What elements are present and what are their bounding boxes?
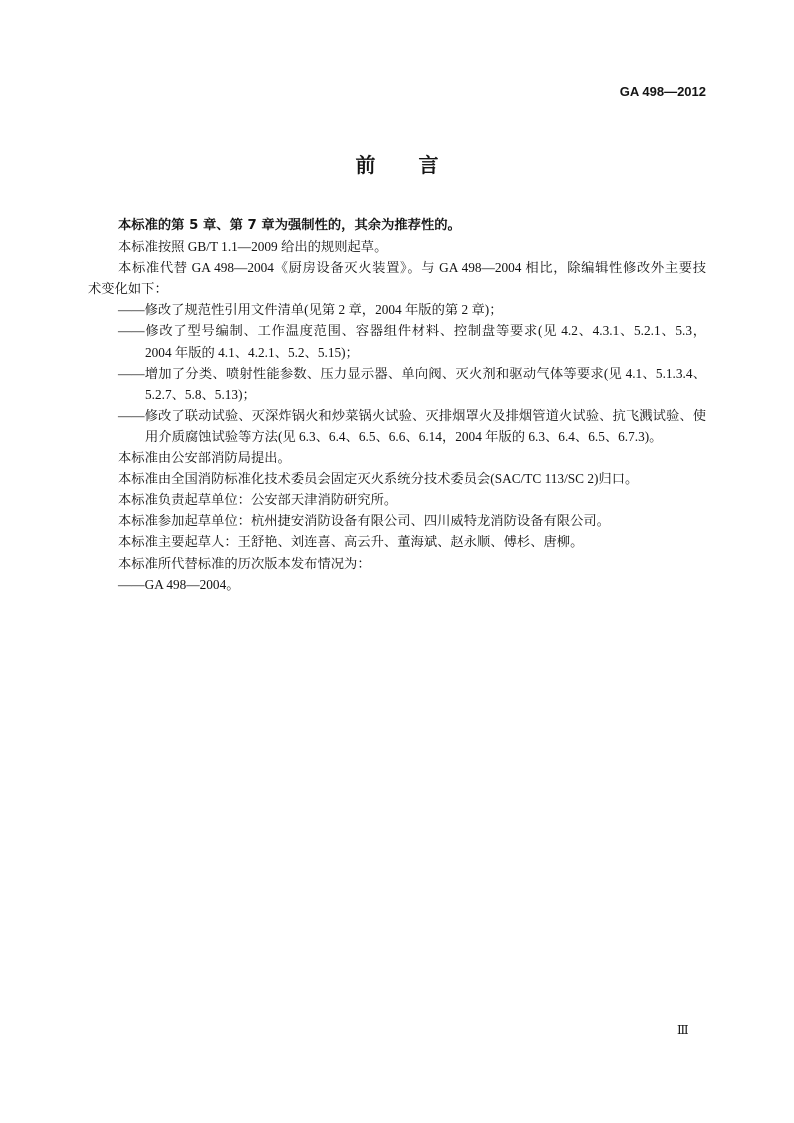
change-item-line: 用介质腐蚀试验等方法(见 6.3、6.4、6.5、6.6、6.14，2004 年版的 6.3、6.4、6.5、6.7.3)。	[145, 428, 663, 444]
participating-drafters: 本标准参加起草单位：杭州捷安消防设备有限公司、四川威特龙消防设备有限公司。	[118, 513, 610, 529]
replacement-paragraph	[88, 257, 706, 299]
replacement-line: 本标准代替 GA 498—2004《厨房设备灭火装置》。与 GA 498—2004 相比，除编辑性修改外主要技	[118, 260, 706, 276]
change-item-line: ——修改了联动试验、灭深炸锅火和炒菜锅火试验、灭排烟罩火及排烟管道火试验、抗飞溅试验、使	[118, 407, 706, 423]
change-item-line: 5.2.7、5.8、5.13)；	[145, 386, 256, 402]
page-number: Ⅲ	[677, 1023, 689, 1037]
history-intro: 本标准所代替标准的历次版本发布情况为：	[118, 555, 371, 571]
mandatory-note: 本标准的第 5 章、第 7 章为强制性的，其余为推荐性的。	[118, 218, 461, 233]
change-item-line: ——修改了型号编制、工作温度范围、容器组件材料、控制盘等要求(见 4.2、4.3.1、5.2.1、5.3，	[118, 323, 706, 339]
lead-drafter: 本标准负责起草单位：公安部天津消防研究所。	[118, 492, 398, 508]
change-item-line: 2004 年版的 4.1、4.2.1、5.2、5.15)；	[145, 344, 359, 360]
change-item	[88, 320, 706, 362]
main-drafters: 本标准主要起草人：王舒艳、刘连喜、高云升、董海斌、赵永顺、傅杉、唐柳。	[118, 534, 584, 550]
standard-code: GA 498—2012	[619, 84, 706, 99]
change-item-line: ——增加了分类、喷射性能参数、压力显示器、单向阀、灭火剂和驱动气体等要求(见 4.1、5.1.3.4、	[118, 365, 706, 381]
change-item	[88, 363, 706, 405]
centralized-by: 本标准由全国消防标准化技术委员会固定灭火系统分技术委员会(SAC/TC 113/SC 2)归口。	[118, 471, 639, 487]
change-item	[88, 299, 706, 320]
change-item-line: ——修改了规范性引用文件清单(见第 2 章，2004 年版的第 2 章)；	[118, 302, 503, 318]
change-item	[88, 405, 706, 447]
drafting-rule: 本标准按照 GB/T 1.1—2009 给出的规则起草。	[118, 239, 388, 255]
history-item: ——GA 498—2004。	[118, 576, 240, 592]
page-title: 前 言	[355, 153, 450, 177]
foreword-body	[88, 215, 706, 595]
replacement-line: 术变化如下：	[88, 281, 168, 297]
proposed-by: 本标准由公安部消防局提出。	[118, 450, 291, 466]
